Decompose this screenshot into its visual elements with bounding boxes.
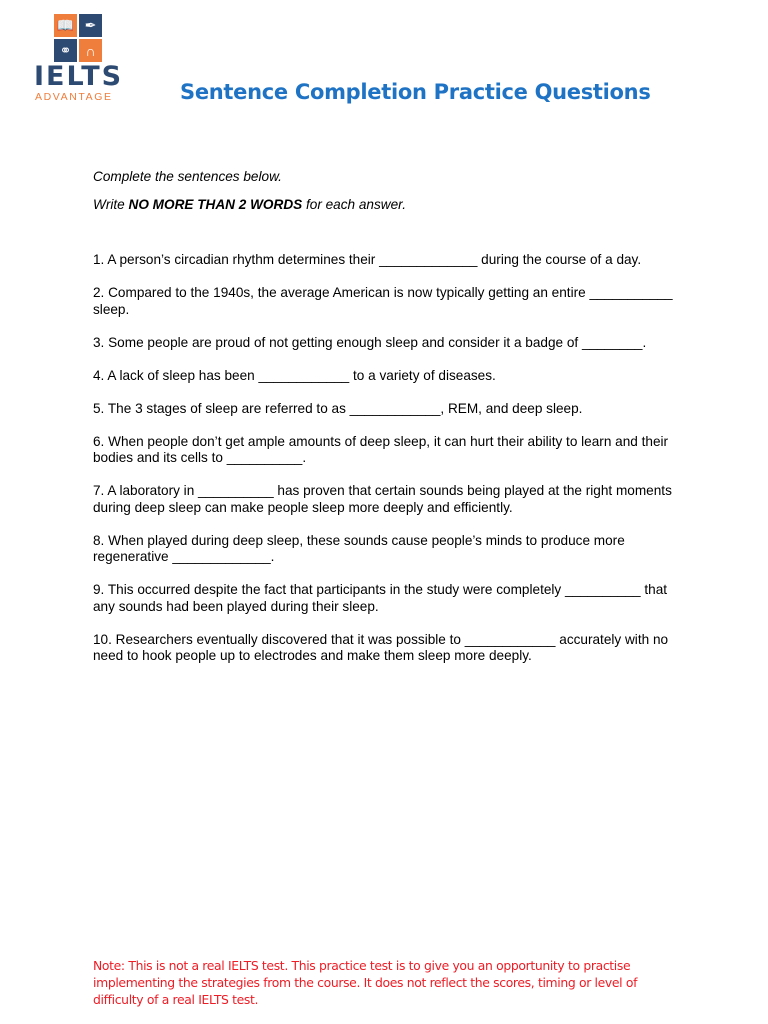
book-icon: 📖	[54, 14, 77, 37]
logo-tiles	[54, 14, 102, 62]
disclaimer-note: Note: This is not a real IELTS test. This practice test is to give you an opportunity to practise implementing the strategies from the course. It does not reflect the scores, timing or level of difficulty of a real IELTS test.	[93, 958, 638, 1007]
question-7: 7. A laboratory in __________ has proven that certain sounds being played at the right moments during deep sleep can make people sleep more deeply and efficiently.	[93, 483, 672, 515]
worksheet	[93, 169, 678, 681]
question-5: 5. The 3 stages of sleep are referred to as ____________, REM, and deep sleep.	[93, 400, 583, 416]
instruction-word-limit-bold: NO MORE THAN 2 WORDS	[128, 196, 303, 212]
instruction-suffix: for each answer.	[302, 196, 406, 212]
question-1: 1. A person’s circadian rhythm determines their _____________ during the course of a day.	[93, 252, 642, 267]
question-2: 2. Compared to the 1940s, the average American is now typically getting an entire ___________ sleep.	[93, 285, 673, 317]
instruction-prefix: Write	[93, 196, 129, 212]
pen-icon: ✒	[79, 14, 102, 37]
speech-bubbles-icon: ⚭	[54, 39, 77, 62]
question-3: 3. Some people are proud of not getting enough sleep and consider it a badge of ________.	[93, 334, 647, 350]
instruction-word-limit	[93, 197, 678, 214]
question-8: 8. When played during deep sleep, these sounds cause people’s minds to produce more regenerative _____________.	[93, 532, 625, 564]
question-10: 10. Researchers eventually discovered that it was possible to ____________ accurately with no need to hook people up to electrodes and make them sleep more deeply.	[93, 631, 669, 663]
headphones-icon: ∩	[79, 39, 102, 62]
question-6: 6. When people don’t get ample amounts of deep sleep, it can hurt their ability to learn and their bodies and its cells to __________.	[93, 433, 669, 465]
question-4: 4. A lack of sleep has been ____________ to a variety of diseases.	[93, 367, 496, 383]
logo-brand: IELTS	[34, 61, 124, 92]
ielts-advantage-logo	[32, 14, 128, 104]
logo-tagline: ADVANTAGE	[35, 91, 113, 103]
question-9: 9. This occurred despite the fact that participants in the study were completely __________ that any sounds had been played during their sleep.	[93, 582, 668, 614]
instruction-complete: Complete the sentences below.	[93, 169, 282, 184]
page-title: Sentence Completion Practice Questions	[180, 80, 651, 104]
